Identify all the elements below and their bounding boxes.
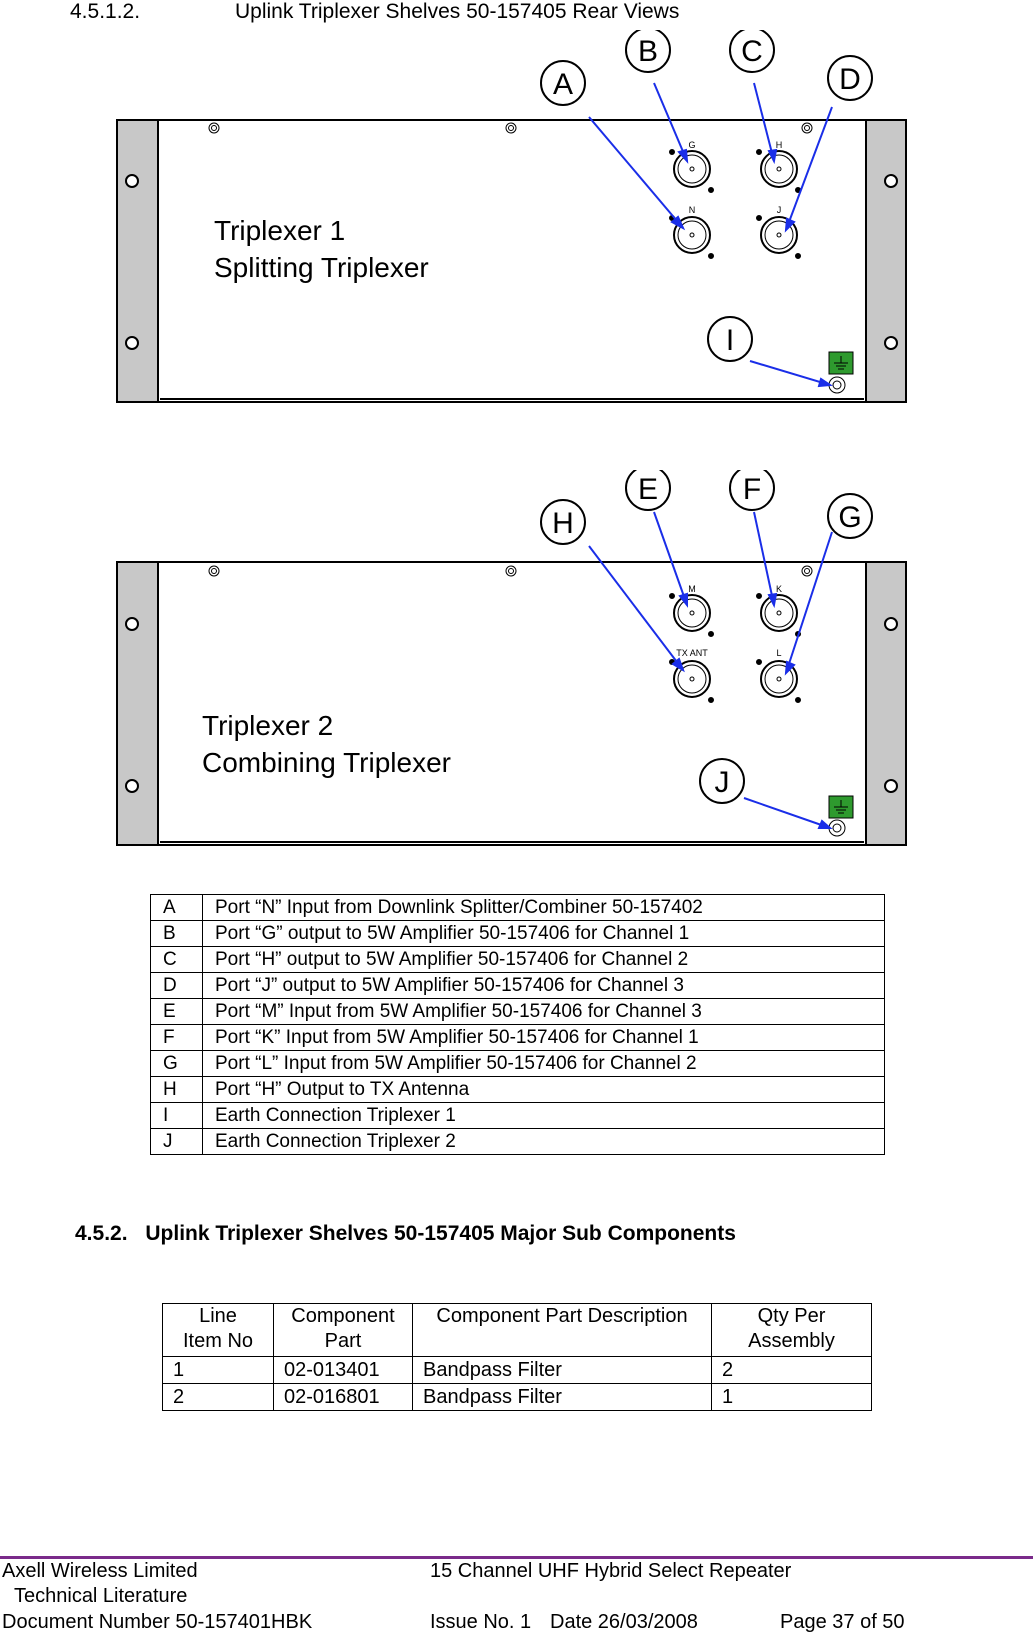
legend-key: F [151, 1025, 203, 1051]
header-line-item: Line Item No [163, 1304, 274, 1357]
rack-hole [885, 618, 897, 630]
earth-symbol-icon [829, 796, 853, 818]
legend-text: Port “H” Output to TX Antenna [203, 1077, 885, 1103]
rack-hole [885, 175, 897, 187]
callout-h: H [552, 507, 574, 540]
port-label-tx-ant: TX ANT [676, 648, 708, 658]
legend-key: G [151, 1051, 203, 1077]
cell-line: 2 [163, 1384, 274, 1411]
port-label-g: G [688, 140, 696, 150]
callout-f: F [742, 473, 762, 506]
footer-issue: Issue No. 1 [430, 1611, 532, 1633]
footer-company: Axell Wireless Limited [2, 1560, 198, 1582]
legend-row [151, 999, 885, 1025]
rack-hole [126, 618, 138, 630]
legend-text: Port “L” Input from 5W Amplifier 50-157406 for Channel 2 [203, 1051, 885, 1077]
port-label-l: L [776, 648, 782, 658]
footer-page: Page 37 of 50 [780, 1611, 905, 1633]
legend-text: Earth Connection Triplexer 1 [203, 1103, 885, 1129]
port-label-n: N [688, 205, 696, 215]
header-description: Component Part Description [413, 1304, 712, 1357]
cell-part: 02-016801 [274, 1384, 413, 1411]
cell-qty: 2 [712, 1357, 872, 1384]
table-row [163, 1384, 872, 1411]
legend-text: Earth Connection Triplexer 2 [203, 1129, 885, 1155]
cell-line: 1 [163, 1357, 274, 1384]
callout-j: J [714, 766, 730, 799]
legend-key: C [151, 947, 203, 973]
callout-c: C [741, 35, 763, 68]
callout-d: D [839, 63, 861, 96]
triplexer-2-rear-view [0, 470, 1033, 850]
legend-row [151, 1025, 885, 1051]
section-title: Uplink Triplexer Shelves 50-157405 Rear Views [235, 0, 680, 23]
left-rack-ear [117, 120, 158, 402]
panel2-title-line2: Combining Triplexer [202, 747, 451, 778]
panel1-title-line1: Triplexer 1 [214, 215, 346, 246]
cell-part: 02-013401 [274, 1357, 413, 1384]
header-qty: Qty Per Assembly [712, 1304, 872, 1357]
triplexer-1-rear-view [0, 30, 1033, 410]
rack-hole [126, 337, 138, 349]
port-label-k: K [775, 584, 783, 594]
legend-row [151, 1051, 885, 1077]
subsection-title: Uplink Triplexer Shelves 50-157405 Major Sub Components [145, 1222, 736, 1245]
rack-hole [126, 780, 138, 792]
table-header-row [163, 1304, 872, 1357]
header-component-part: Component Part [274, 1304, 413, 1357]
legend-key: D [151, 973, 203, 999]
left-rack-ear [117, 562, 158, 845]
legend-key: E [151, 999, 203, 1025]
panel2-title-line1: Triplexer 2 [202, 710, 334, 741]
legend-key: A [151, 895, 203, 921]
cell-qty: 1 [712, 1384, 872, 1411]
rack-hole [885, 337, 897, 349]
rack-hole [885, 780, 897, 792]
section-heading [70, 0, 679, 24]
subsection-heading [75, 1222, 736, 1246]
legend-key: J [151, 1129, 203, 1155]
legend-row [151, 895, 885, 921]
footer-date: Date 26/03/2008 [550, 1611, 698, 1633]
legend-text: Port “M” Input from 5W Amplifier 50-157406 for Channel 3 [203, 999, 885, 1025]
callout-a: A [552, 68, 574, 101]
subsection-number: 4.5.2. [75, 1222, 128, 1245]
port-label-h: H [775, 140, 783, 150]
legend-key: H [151, 1077, 203, 1103]
panel1-title-line2: Splitting Triplexer [214, 252, 429, 283]
footer-rule [0, 1556, 1033, 1559]
footer-product: 15 Channel UHF Hybrid Select Repeater [430, 1560, 792, 1582]
legend-key: I [151, 1103, 203, 1129]
legend-key: B [151, 921, 203, 947]
legend-row [151, 921, 885, 947]
rack-hole [126, 175, 138, 187]
legend-row [151, 1077, 885, 1103]
legend-text: Port “G” output to 5W Amplifier 50-157406 for Channel 1 [203, 921, 885, 947]
right-rack-ear [866, 562, 906, 845]
port-label-m: M [688, 584, 696, 594]
legend-row [151, 1129, 885, 1155]
legend-text: Port “J” output to 5W Amplifier 50-157406 for Channel 3 [203, 973, 885, 999]
callout-legend-table [150, 894, 885, 1155]
cell-desc: Bandpass Filter [413, 1357, 712, 1384]
section-number: 4.5.1.2. [70, 0, 141, 23]
earth-symbol-icon [829, 352, 853, 374]
callout-i: I [725, 324, 735, 357]
footer-doc-number: Document Number 50-157401HBK [2, 1611, 313, 1633]
legend-row [151, 973, 885, 999]
legend-text: Port “H” output to 5W Amplifier 50-157406 for Channel 2 [203, 947, 885, 973]
callout-e: E [637, 473, 659, 506]
legend-text: Port “K” Input from 5W Amplifier 50-157406 for Channel 1 [203, 1025, 885, 1051]
footer-dept: Technical Literature [14, 1585, 188, 1607]
legend-row [151, 1103, 885, 1129]
sub-components-table [162, 1303, 872, 1411]
port-label-j: J [776, 205, 782, 215]
table-row [163, 1357, 872, 1384]
legend-row [151, 947, 885, 973]
callout-g: G [838, 501, 862, 534]
callout-b: B [637, 35, 659, 68]
legend-text: Port “N” Input from Downlink Splitter/Combiner 50-157402 [203, 895, 885, 921]
cell-desc: Bandpass Filter [413, 1384, 712, 1411]
right-rack-ear [866, 120, 906, 402]
